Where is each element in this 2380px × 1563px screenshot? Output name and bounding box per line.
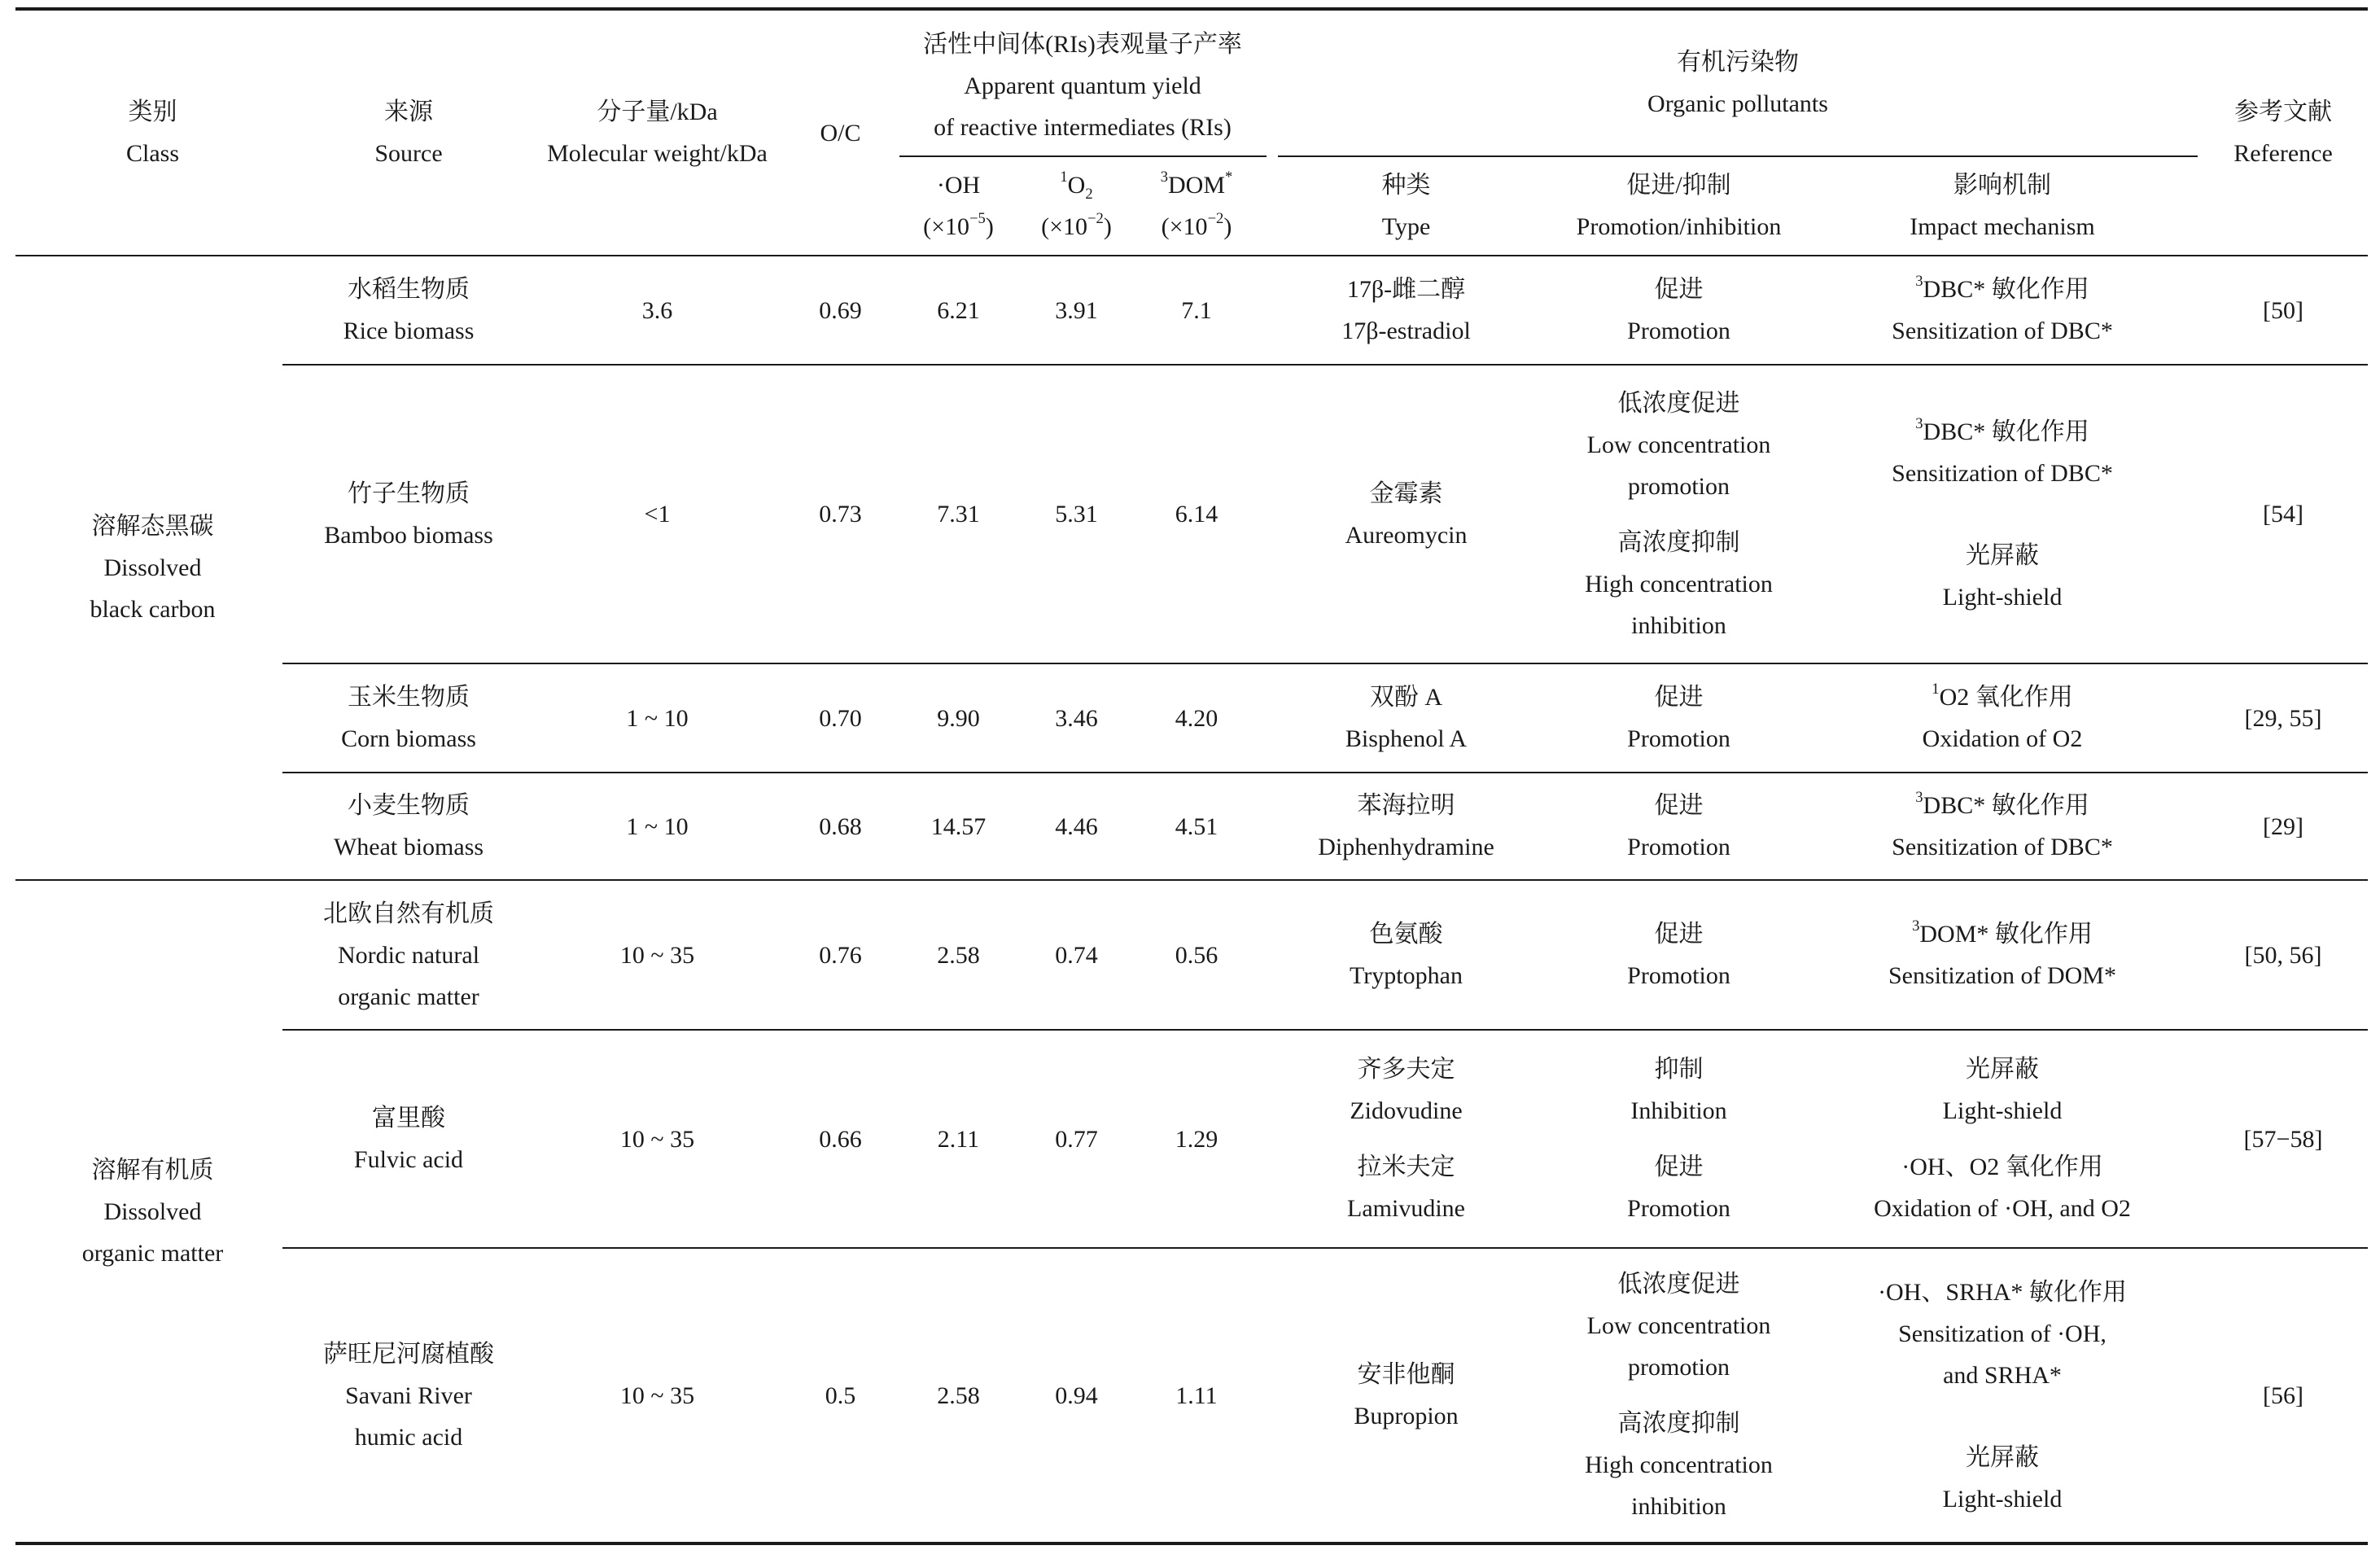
pollutant-type-cell: 色氨酸 Tryptophan (1350, 921, 1463, 989)
oh-cell: 7.31 (937, 501, 980, 528)
header-reference: 参考文献 Reference (2233, 99, 2333, 167)
molecular-weight-cell: 3.6 (641, 296, 673, 324)
molecular-weight-cell: 10 ~ 35 (619, 1125, 695, 1153)
triplet-dom-cell: 4.51 (1175, 812, 1218, 840)
effect-cell: 促进 Promotion (1627, 276, 1730, 344)
mechanism-cell: ·OH、SRHA* 敏化作用 Sensitization of ·OH, and SRHA* 光屏蔽 Light-shield (1878, 1278, 2127, 1513)
singlet-oxygen-cell: 3.91 (1055, 296, 1098, 324)
reference-cell: [29] (2263, 812, 2303, 840)
group-dissolved-black-carbon: 溶解态黑碳 Dissolved black carbon (90, 513, 216, 623)
oc-cell: 0.69 (819, 296, 862, 324)
molecular-weight-cell: 1 ~ 10 (626, 704, 689, 732)
effect-cell: 低浓度促进 Low concentration promotion 高浓度抑制 High concentration inhibition (1585, 389, 1773, 639)
singlet-oxygen-cell: 5.31 (1055, 501, 1098, 528)
effect-cell: 抑制 Inhibition 促进 Promotion (1627, 1056, 1730, 1222)
reference-cell: [29, 55] (2244, 704, 2322, 732)
source-cell: 竹子生物质 Bamboo biomass (324, 479, 493, 549)
pollutant-type-cell: 金霉素 Aureomycin (1345, 479, 1468, 549)
oc-cell: 0.73 (819, 501, 862, 528)
source-cell: 小麦生物质 Wheat biomass (333, 792, 484, 860)
header-triplet-dom-yield: $^3$DOM* $(\times 10^{-2})$ (1160, 169, 1233, 240)
group-dissolved-organic-matter: 溶解有机质 Dissolved organic matter (81, 1156, 224, 1267)
header-type: 种类 Type (1381, 172, 1431, 240)
reference-cell: [56] (2263, 1381, 2303, 1409)
header-impact-mechanism: 影响机制 Impact mechanism (1910, 172, 2095, 240)
source-cell: 富里酸 Fulvic acid (353, 1105, 464, 1173)
header-oc: O/C (820, 119, 861, 147)
header-oh-yield: ·OH $(\times 10^{-5})$ (923, 172, 994, 240)
effect-cell: 低浓度促进 Low concentration promotion 高浓度抑制 High concentration inhibition (1585, 1271, 1773, 1520)
pollutant-type-cell: 17β-雌二醇 17β-estradiol (1341, 276, 1471, 344)
oc-cell: 0.76 (819, 941, 862, 969)
oh-cell: 6.21 (937, 296, 980, 324)
mechanism-cell: $^3$DBC* 敏化作用 Sensitization of DBC* (1892, 789, 2113, 860)
oh-cell: 2.58 (937, 941, 980, 969)
singlet-oxygen-cell: 0.74 (1055, 941, 1098, 969)
singlet-oxygen-cell: 4.46 (1055, 812, 1098, 840)
mechanism-cell: $^3$DBC* 敏化作用 Sensitization of DBC* 光屏蔽 Light-shield (1892, 414, 2113, 611)
effect-cell: 促进 Promotion (1627, 684, 1730, 752)
pollutant-type-cell: 双酚 A Bisphenol A (1345, 684, 1468, 752)
pollutant-type-cell: 苯海拉明 Diphenhydramine (1318, 792, 1494, 860)
pollutant-type-cell: 安非他酮 Bupropion (1354, 1361, 1459, 1429)
oh-cell: 9.90 (937, 704, 980, 732)
triplet-dom-cell: 1.29 (1175, 1125, 1218, 1153)
bottom-rule (15, 1542, 2368, 1545)
header-organic-pollutants: 有机污染物 Organic pollutants (1647, 49, 1828, 117)
mechanism-cell: $^3$DOM* 敏化作用 Sensitization of DOM* (1888, 917, 2116, 989)
header-promotion-inhibition: 促进/抑制 Promotion/inhibition (1576, 172, 1782, 240)
mechanism-cell: 光屏蔽 Light-shield ·OH、O2 氧化作用 Oxidation of ·OH, and O2 (1874, 1056, 2131, 1222)
oh-cell: 2.11 (937, 1125, 980, 1153)
molecular-weight-cell: <1 (644, 501, 671, 528)
triplet-dom-cell: 7.1 (1181, 296, 1212, 324)
triplet-dom-cell: 0.56 (1175, 941, 1218, 969)
header-source: 来源 Source (374, 99, 443, 167)
pollutant-type-cell: 齐多夫定 Zidovudine 拉米夫定 Lamivudine (1347, 1056, 1465, 1222)
oh-cell: 2.58 (937, 1381, 980, 1409)
triplet-dom-cell: 1.11 (1175, 1381, 1218, 1409)
oc-cell: 0.5 (825, 1381, 856, 1409)
reference-cell: [54] (2263, 501, 2303, 528)
oc-cell: 0.68 (819, 812, 862, 840)
reference-cell: [50, 56] (2244, 941, 2322, 969)
molecular-weight-cell: 1 ~ 10 (626, 812, 689, 840)
singlet-oxygen-cell: 0.94 (1055, 1381, 1098, 1409)
triplet-dom-cell: 4.20 (1175, 704, 1218, 732)
header-singlet-oxygen-yield: $^1O_2$ $(\times 10^{-2})$ (1041, 169, 1112, 240)
effect-cell: 促进 Promotion (1627, 792, 1730, 860)
source-cell: 玉米生物质 Corn biomass (341, 684, 476, 752)
singlet-oxygen-cell: 0.77 (1055, 1125, 1098, 1153)
effect-cell: 促进 Promotion (1627, 921, 1730, 989)
molecular-weight-cell: 10 ~ 35 (619, 941, 695, 969)
source-cell: 北欧自然有机质 Nordic natural organic matter (323, 900, 494, 1010)
reference-cell: [50] (2263, 296, 2303, 324)
header-apparent-quantum-yield: 活性中间体(RIs)表观量子产率 Apparent quantum yield of reactive intermediates (RIs) (923, 30, 1242, 141)
mechanism-cell: $^3$DBC* 敏化作用 Sensitization of DBC* (1892, 273, 2113, 344)
source-cell: 水稻生物质 Rice biomass (343, 276, 475, 344)
header-class: 类别 Class (125, 99, 179, 167)
oc-cell: 0.70 (819, 704, 862, 732)
singlet-oxygen-cell: 3.46 (1055, 704, 1098, 732)
triplet-dom-cell: 6.14 (1175, 501, 1218, 528)
molecular-weight-cell: 10 ~ 35 (619, 1381, 695, 1409)
source-cell: 萨旺尼河腐植酸 Savani River humic acid (323, 1340, 494, 1451)
oh-cell: 14.57 (930, 812, 987, 840)
header-molecular-weight: 分子量/kDa Molecular weight/kDa (547, 99, 768, 167)
reference-cell: [57−58] (2243, 1125, 2323, 1153)
mechanism-cell: $^1$O2 氧化作用 Oxidation of O2 (1922, 681, 2083, 752)
oc-cell: 0.66 (819, 1125, 862, 1153)
